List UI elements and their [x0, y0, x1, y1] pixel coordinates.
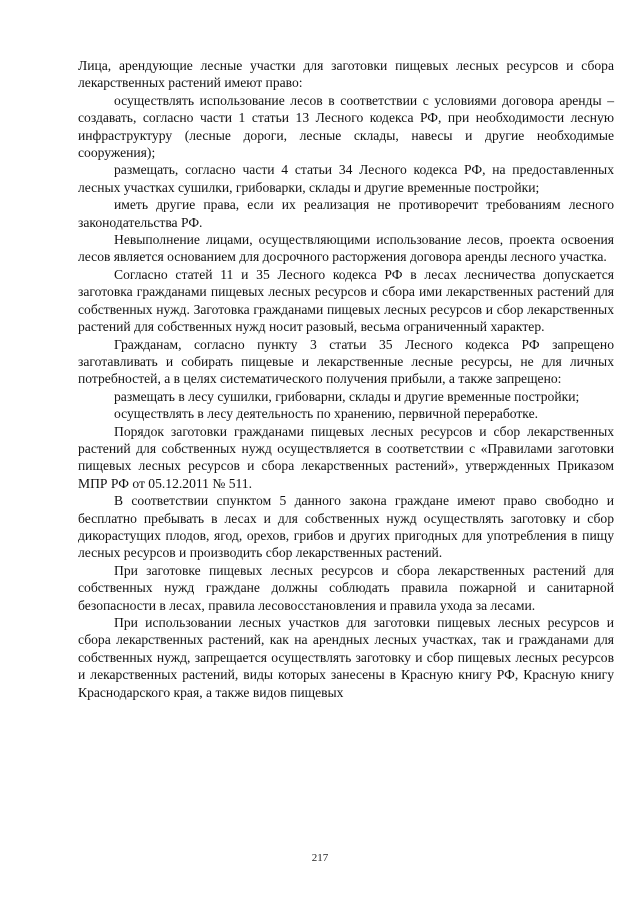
paragraph-other-rights: иметь другие права, если их реализация не противоречит требованиям лесного законодательства РФ. — [78, 197, 614, 230]
paragraph-citizens-prohibitions: Гражданам, согласно пункту 3 статьи 35 Лесного кодекса РФ запрещено заготавливать и собирать пищевые и лекарственные лесные ресурсы, не для личных потребностей, а в целях систематического получения прибыли, а также запрещено: — [78, 336, 614, 387]
paragraph-prohibition-buildings: размещать в лесу сушилки, грибоварни, склады и другие временные постройки; — [114, 388, 580, 404]
page-number: 217 — [311, 852, 329, 864]
paragraph-tenants-rights-intro: Лица, арендующие лесные участки для заготовки пищевых лесных ресурсов и сбора лекарственных растений имеют право: — [78, 58, 614, 91]
paragraph-non-fulfillment: Невыполнение лицами, осуществляющими использование лесов, проекта освоения лесов является основанием для досрочного расторжения договора аренды лесного участка. — [78, 232, 614, 265]
paragraph-temporary-buildings: размещать, согласно части 4 статьи 34 Лесного кодекса РФ, на предоставленных лесных участках сушилки, грибоварки, склады и другие временные постройки; — [78, 162, 614, 195]
paragraph-forest-use-infrastructure: осуществлять использование лесов в соответствии с условиями договора аренды – создавать, согласно части 1 статьи 13 Лесного кодекса РФ, при необходимости лесную инфраструктуру (лесные дороги, лесные склады, навесы и другие необходимые сооружения); — [78, 92, 614, 161]
paragraph-citizens-harvesting: Согласно статей 11 и 35 Лесного кодекса РФ в лесах лесничества допускается заготовка гражданами пищевых лесных ресурсов и сбора ими лекарственных растений для собственных нужд. Заготовка гражданами пищевых лесных ресурсов и сбор лекарственных растений для собственных нужд носит разовый, весьма ограниченный характер. — [78, 266, 614, 335]
paragraph-safety-rules: При заготовке пищевых лесных ресурсов и сбора лекарственных растений для собственных нужд граждане должны соблюдать правила пожарной и санитарной безопасности в лесах, правила лесовосстановления и правила ухода за лесами. — [78, 562, 614, 613]
paragraph-red-book-prohibition: При использовании лесных участков для заготовки пищевых лесных ресурсов и сбора лекарственных растений, как на арендных лесных участках, так и гражданами для собственных нужд, запрещается осуществлять заготовку и сбор пищевых лесных ресурсов и лекарственных растений, виды которых занесены в Красную книгу РФ, Красную книгу Краснодарского края, а также видов пищевых — [78, 615, 614, 700]
paragraph-prohibition-storage: осуществлять в лесу деятельность по хранению, первичной переработке. — [114, 406, 539, 422]
document-page — [78, 57, 614, 701]
paragraph-free-access: В соответствии спунктом 5 данного закона граждане имеют право свободно и бесплатно пребывать в лесах и для собственных нужд осуществлять заготовку и сбор дикорастущих плодов, ягод, орехов, грибов и других пригодных для употребления в пищу лесных ресурсов и производить сбор лекарственных растений. — [78, 493, 614, 561]
paragraph-harvesting-rules: Порядок заготовки гражданами пищевых лесных ресурсов и сбор лекарственных растений для собственных нужд осуществляется в соответствии с «Правилами заготовки пищевых лесных ресурсов и сбора лекарственных растений», утвержденных Приказом МПР РФ от 05.12.2011 № 511. — [78, 423, 614, 491]
